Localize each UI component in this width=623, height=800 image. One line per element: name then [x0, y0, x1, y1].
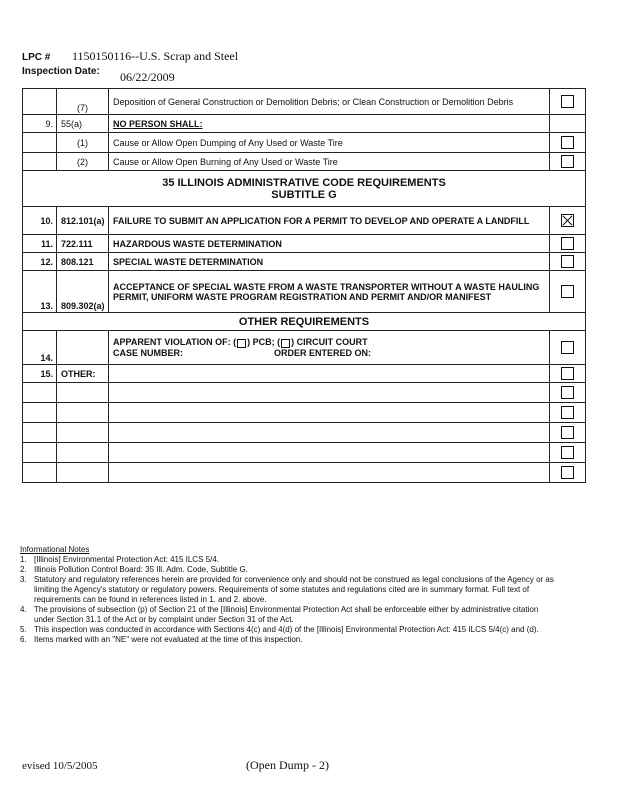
table-row [23, 383, 586, 403]
checkbox[interactable] [561, 446, 574, 459]
pcb-checkbox[interactable] [237, 339, 246, 348]
section-header-row [23, 171, 586, 207]
checkbox[interactable] [561, 406, 574, 419]
row-text: Deposition of General Construction or Demolition Debris; or Clean Construction or Demolition Debris [109, 89, 550, 115]
section-title: OTHER REQUIREMENTS [23, 313, 586, 331]
table-row [23, 403, 586, 423]
checkbox[interactable] [561, 255, 574, 268]
table-row [23, 443, 586, 463]
row-section: 55(a) [57, 115, 109, 133]
row-text: Cause or Allow Open Burning of Any Used or Waste Tire [109, 153, 550, 171]
notes-title: Informational Notes [20, 545, 90, 554]
other-label: OTHER: [57, 365, 109, 383]
row-section: 809.302(a) [57, 271, 109, 313]
row-number: 15. [23, 365, 57, 383]
table-row [23, 89, 586, 115]
checkbox[interactable] [561, 426, 574, 439]
table-row [23, 331, 586, 365]
row-number: 9. [23, 115, 57, 133]
revised-date: evised 10/5/2005 [22, 760, 98, 772]
table-row [23, 207, 586, 235]
table-row [23, 253, 586, 271]
row-section: (2) [57, 153, 109, 171]
table-row [23, 133, 586, 153]
checkbox[interactable] [561, 386, 574, 399]
inspection-date-value: 06/22/2009 [120, 70, 175, 84]
section-subtitle: SUBTITLE G [271, 188, 337, 201]
row-number [23, 89, 57, 115]
blank-field[interactable] [109, 463, 550, 483]
row-section: (7) [57, 89, 109, 115]
row-text: FAILURE TO SUBMIT AN APPLICATION FOR A PERMIT TO DEVELOP AND OPERATE A LANDFILL [109, 207, 550, 235]
section-title: 35 ILLINOIS ADMINISTRATIVE CODE REQUIREMENTS [162, 176, 446, 189]
section-header-row [23, 313, 586, 331]
table-row [23, 115, 586, 133]
table-row [23, 271, 586, 313]
note-item: 5. This inspection was conducted in accordance with Sections 4(c) and 4(d) of the [Illinois] Environmental Protection Act: 415 ILCS 5/4(c) and (d). [20, 625, 539, 634]
inspection-date-label: Inspection Date: [22, 66, 100, 77]
blank-field[interactable] [109, 403, 550, 423]
table-row [23, 423, 586, 443]
blank-field[interactable] [109, 383, 550, 403]
table-row [23, 235, 586, 253]
checkbox[interactable] [561, 155, 574, 168]
page-label: (Open Dump - 2) [246, 758, 329, 772]
row-text: SPECIAL WASTE DETERMINATION [109, 253, 550, 271]
lpc-value: 1150150116--U.S. Scrap and Steel [72, 49, 239, 63]
inspection-checklist [22, 88, 586, 483]
note-item: 2. Illinois Pollution Control Board: 35 Ill. Adm. Code, Subtitle G. [20, 565, 248, 574]
row-text: NO PERSON SHALL: [109, 115, 550, 133]
row-section: 808.121 [57, 253, 109, 271]
checkbox[interactable] [561, 95, 574, 108]
note-item: 3. Statutory and regulatory references herein are provided for convenience only and should not be construed as legal conclusions of the Agency or as limiting the Agency's statutory or regulatory powers. Requirements of some statutes and regulations cited are in summary format. Full text of requirements can be found in references listed in 1. and 2. above. [20, 575, 554, 604]
checkbox-checked[interactable] [561, 214, 574, 227]
checkbox[interactable] [561, 341, 574, 354]
blank-field[interactable] [109, 423, 550, 443]
row-number: 13. [23, 271, 57, 313]
row-text: HAZARDOUS WASTE DETERMINATION [109, 235, 550, 253]
row-number: 14. [23, 331, 57, 365]
table-row [23, 153, 586, 171]
checkbox[interactable] [561, 237, 574, 250]
row-number: 11. [23, 235, 57, 253]
blank-field[interactable] [109, 443, 550, 463]
row-text: Cause or Allow Open Dumping of Any Used or Waste Tire [109, 133, 550, 153]
table-row [23, 365, 586, 383]
checkbox[interactable] [561, 466, 574, 479]
note-item: 6. Items marked with an "NE" were not evaluated at the time of this inspection. [20, 635, 303, 644]
row-text: ACCEPTANCE OF SPECIAL WASTE FROM A WASTE TRANSPORTER WITHOUT A WASTE HAULING PERMIT, UNIFORM WASTE PROGRAM REGISTRATION AND PERMIT AND/OR MANIFEST [109, 271, 550, 313]
note-item: 4. The provisions of subsection (p) of Section 21 of the [Illinois] Environmental Protection Act shall be enforceable either by administrative citation under Section 31.1 of the Act or by complaint under Section 31 of the Act. [20, 605, 539, 624]
case-number-label: CASE NUMBER: [113, 347, 184, 358]
note-item: 1. [Illinois] Environmental Protection Act: 415 ILCS 5/4. [20, 555, 219, 564]
circuit-court-checkbox[interactable] [281, 339, 290, 348]
other-field[interactable] [109, 365, 550, 383]
row-section: 722.111 [57, 235, 109, 253]
lpc-label: LPC # [22, 52, 51, 63]
checkbox[interactable] [561, 136, 574, 149]
row-number: 10. [23, 207, 57, 235]
row-section: 812.101(a) [57, 207, 109, 235]
violation-label: APPARENT VIOLATION OF: ( [113, 337, 237, 348]
checkbox[interactable] [561, 367, 574, 380]
row-section: (1) [57, 133, 109, 153]
row-number: 12. [23, 253, 57, 271]
checkbox[interactable] [561, 285, 574, 298]
pcb-label: ) PCB; ( [247, 337, 281, 348]
informational-notes [20, 545, 560, 645]
circuit-court-label: ) CIRCUIT COURT [291, 337, 368, 348]
order-entered-label: ORDER ENTERED ON: [274, 347, 372, 358]
table-row [23, 463, 586, 483]
